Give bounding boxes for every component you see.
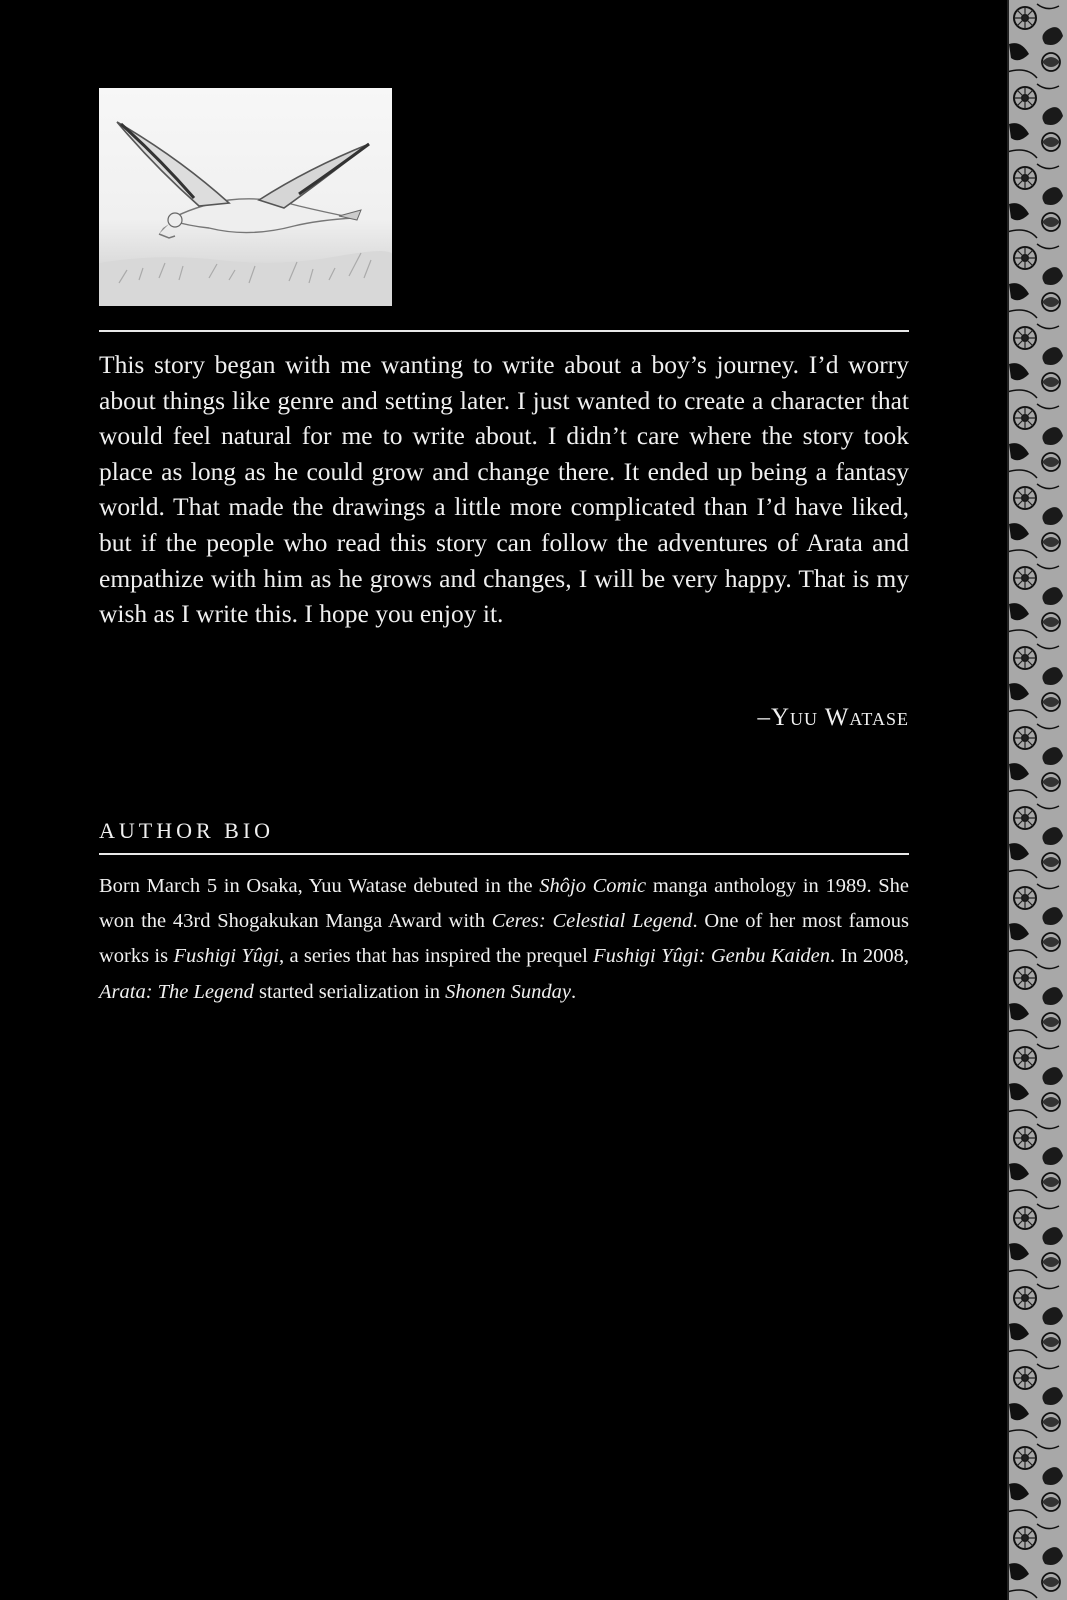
bio-title-genbu-kaiden: Fushigi Yûgi: Genbu Kaiden <box>593 945 831 968</box>
bio-title-shonen-sunday: Shonen Sunday <box>445 980 571 1003</box>
bio-text-5: . In 2008, <box>830 945 909 968</box>
bio-title-arata: Arata: The Legend <box>99 980 254 1003</box>
bio-text-7: . <box>570 980 577 1003</box>
author-message: This story began with me wanting to write about a boy’s journey. I’d worry about things like genre and setting later. I just wanted to create a character that would feel natural for me to write about. I didn’t care where the story took place as long as he could grow and change there. It ended up being a fantasy world. That made the drawings a little more complicated than I’d have liked, but if the people who read this story can follow the adventures of Arata and empathize with him as he grows and changes, I will be very happy. That is my wish as I write this. I hope you enjoy it. <box>99 350 909 629</box>
floral-pattern-border-icon <box>1007 0 1067 1600</box>
bio-text-3: . One of her most famous works is <box>99 910 910 968</box>
author-bio-text <box>99 869 909 1010</box>
seagull-illustration-icon <box>99 88 392 306</box>
bio-text-2: manga anthology in 1989. She won the 43rd Shogakukan Manga Award with <box>99 875 909 933</box>
top-divider <box>99 330 909 332</box>
bio-title-shojo-comic: Shôjo Comic <box>539 875 647 897</box>
bio-title-ceres: Ceres: Celestial Legend <box>491 910 693 933</box>
author-bio-heading: AUTHOR BIO <box>99 818 275 843</box>
author-signature: –Yuu Watase <box>757 704 909 731</box>
bio-divider <box>99 853 909 855</box>
bio-text-6: started serialization in <box>253 980 446 1003</box>
bio-text-4: , a series that has inspired the prequel <box>279 945 594 968</box>
bio-title-fushigi-yugi: Fushigi Yûgi <box>173 945 279 968</box>
bio-text-1: Born March 5 in Osaka, Yuu Watase debuted in the <box>99 875 540 897</box>
